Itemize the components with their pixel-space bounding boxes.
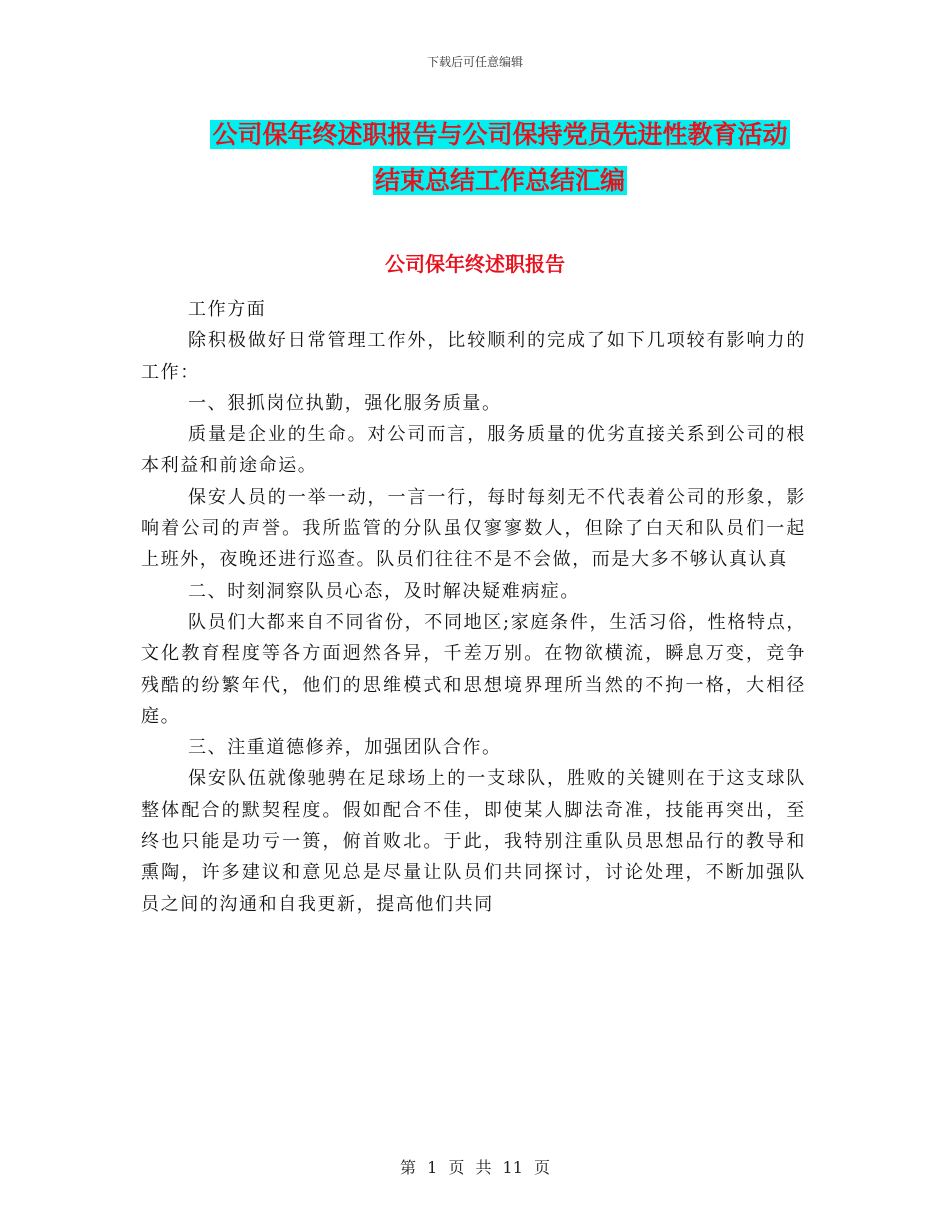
paragraph: 保安队伍就像驰骋在足球场上的一支球队，胜败的关键则在于这支球队整体配合的默契程度。假如配合不佳，即使某人脚法奇准，技能再突出，至终也只能是功亏一篑，俯首败北。于此，我特别注重队员思想品行的教导和熏陶，许多建议和意见总是尽量让队员们共同探讨，讨论处理，不断加强队员之间的沟通和自我更新，提高他们共同 — [141, 768, 806, 915]
header-note: 下载后可任意编辑 — [426, 55, 523, 69]
document-title-line-2: 结束总结工作总结汇编 — [374, 166, 625, 195]
paragraph: 一、狠抓岗位执勤，强化服务质量。 — [188, 392, 502, 414]
body-text — [141, 294, 806, 920]
section-title: 公司保年终述职报告 — [385, 252, 565, 276]
paragraph: 三、注重道德修养，加强团队合作。 — [188, 737, 502, 759]
paragraph: 质量是企业的生命。对公司而言，服务质量的优劣直接关系到公司的根本利益和前途命运。 — [141, 424, 806, 477]
document-title — [150, 112, 850, 204]
paragraph: 保安人员的一举一动，一言一行，每时每刻无不代表着公司的形象，影响着公司的声誉。我所监管的分队虽仅寥寥数人，但除了白天和队员们一起上班外，夜晚还进行巡查。队员们往往不是不会做，而是大多不够认真认真 — [141, 486, 806, 571]
paragraph: 工作方面 — [188, 299, 267, 320]
page-footer: 第 1 页 共 11 页 — [400, 1158, 550, 1177]
paragraph: 二、时刻洞察队员心态，及时解决疑难病症。 — [188, 580, 580, 602]
paragraph: 除积极做好日常管理工作外，比较顺利的完成了如下几项较有影响力的工作： — [141, 330, 806, 383]
paragraph: 队员们大都来自不同省份，不同地区;家庭条件，生活习俗，性格特点，文化教育程度等各方面迥然各异，千差万别。在物欲横流，瞬息万变，竞争残酷的纷繁年代，他们的思维模式和思想境界理所当然的不拘一格，大相径庭。 — [141, 611, 806, 727]
document-title-line-1: 公司保年终述职报告与公司保持党员先进性教育活动 — [212, 120, 788, 149]
